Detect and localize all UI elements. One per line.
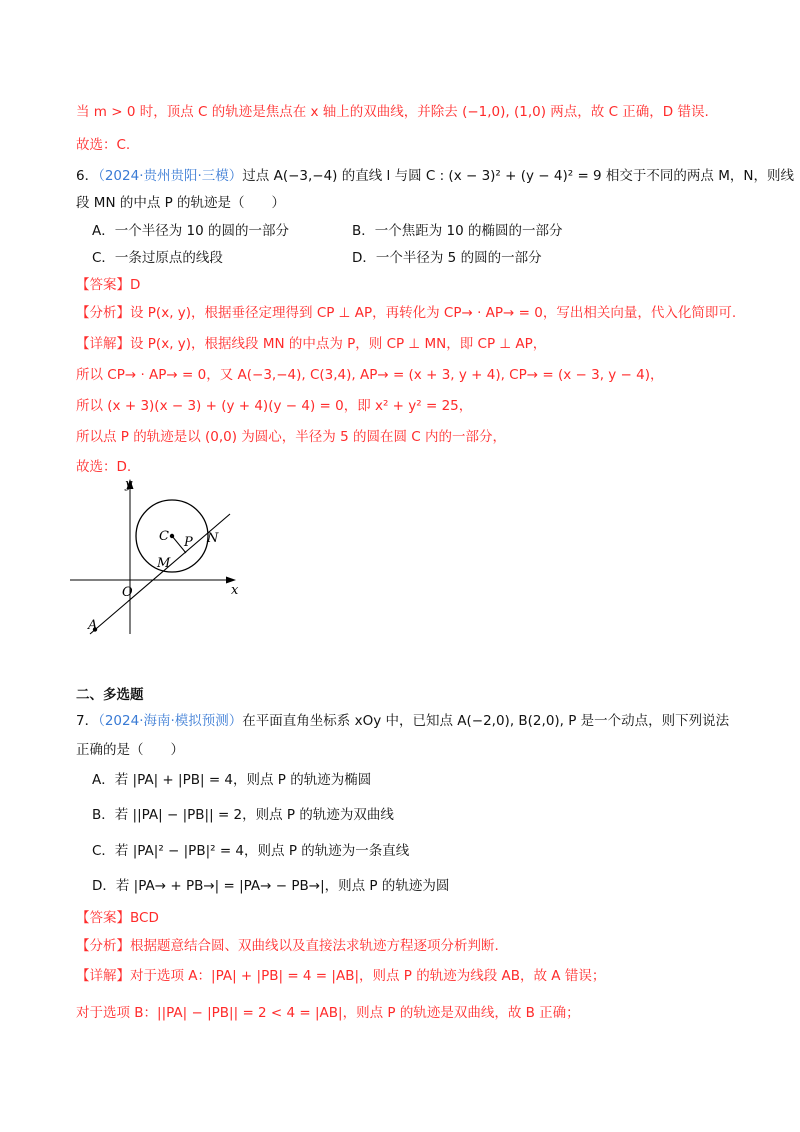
q6-source: （2024·贵州贵阳·三模） [98, 168, 243, 184]
q7-stem: 在平面直角坐标系 xOy 中，已知点 A(−2,0), B(2,0), P 是一个动点，则下列说法 [242, 713, 730, 729]
q7-answer: 【答案】BCD [76, 910, 159, 926]
q7-source: （2024·海南·模拟预测） [98, 713, 243, 729]
q6-option-b: B．一个焦距为 10 的椭圆的一部分 [352, 223, 563, 239]
label-n: N [207, 531, 219, 546]
q6-stem: 过点 A(−3,−4) 的直线 l 与圆 C : (x − 3)² + (y − 4)² = 9 相交于不同的两点 M，N，则线 [242, 168, 794, 184]
point-c [170, 534, 174, 538]
q7-analysis: 【分析】根据题意结合圆、双曲线以及直接法求轨迹方程逐项分析判断. [76, 938, 499, 954]
q6-figure [70, 474, 250, 644]
label-c: C [159, 529, 169, 544]
q7-number: 7． [76, 713, 99, 729]
section-heading: 二、多选题 [76, 687, 144, 703]
q6-detail-5: 故选：D. [76, 459, 132, 475]
label-y: y [125, 477, 133, 492]
q6-answer: 【答案】D [76, 277, 141, 293]
q6-option-a: A．一个半径为 10 的圆的一部分 [92, 223, 289, 239]
q7-stem-line2: 正确的是（ ） [76, 742, 184, 758]
q7-stem-line1 [76, 709, 729, 729]
q7-option-d: D．若 |PA→ + PB→| = |PA→ − PB→|，则点 P 的轨迹为圆 [92, 878, 450, 894]
label-a: A [88, 618, 98, 633]
q6-detail-4: 所以点 P 的轨迹是以 (0,0) 为圆心，半径为 5 的圆在圆 C 内的一部分， [76, 429, 506, 445]
q6-detail-1: 【详解】设 P(x, y)，根据线段 MN 的中点为 P，则 CP ⊥ MN，即 CP ⊥ AP， [76, 336, 547, 352]
label-p: P [184, 535, 193, 550]
q7-detail-1: 【详解】对于选项 A：|PA| + |PB| = 4 = |AB|，则点 P 的轨迹为线段 AB，故 A 错误； [76, 968, 606, 984]
label-m: M [157, 556, 171, 571]
q6-option-d: D．一个半径为 5 的圆的一部分 [352, 250, 542, 266]
q6-number: 6． [76, 168, 99, 184]
q7-detail-2: 对于选项 B：||PA| − |PB|| = 2 < 4 = |AB|，则点 P 的轨迹是双曲线，故 B 正确； [76, 1005, 580, 1021]
q7-option-a: A．若 |PA| + |PB| = 4，则点 P 的轨迹为椭圆 [92, 772, 372, 788]
q7-option-c: C．若 |PA|² − |PB|² = 4，则点 P 的轨迹为一条直线 [92, 843, 410, 859]
q6-option-c: C．一条过原点的线段 [92, 250, 223, 266]
label-o: O [122, 585, 133, 600]
q6-stem-line2: 段 MN 的中点 P 的轨迹是（ ） [76, 195, 286, 211]
q6-detail-3: 所以 (x + 3)(x − 3) + (y + 4)(y − 4) = 0，即 x² + y² = 25， [76, 398, 473, 414]
prev-choice: 故选：C. [76, 137, 131, 153]
q6-analysis: 【分析】设 P(x, y)，根据垂径定理得到 CP ⊥ AP，再转化为 CP→ · AP→ = 0，写出相关向量，代入化简即可. [76, 305, 737, 321]
q7-option-b: B．若 ||PA| − |PB|| = 2，则点 P 的轨迹为双曲线 [92, 807, 394, 823]
q6-stem-line1 [76, 164, 794, 184]
label-x: x [231, 583, 239, 598]
q6-detail-2: 所以 CP→ · AP→ = 0，又 A(−3,−4), C(3,4), AP→ = (x + 3, y + 4), CP→ = (x − 3, y − 4)， [76, 367, 664, 383]
prev-conclusion: 当 m > 0 时，顶点 C 的轨迹是焦点在 x 轴上的双曲线，并除去 (−1,0), (1,0) 两点，故 C 正确，D 错误. [76, 104, 709, 120]
